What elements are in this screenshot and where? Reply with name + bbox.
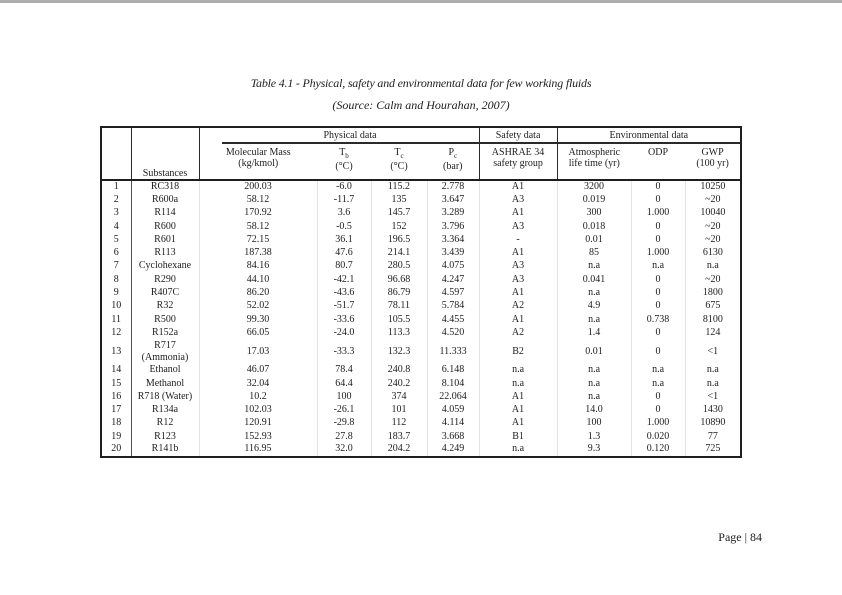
critical-pressure: 4.075 [427, 260, 479, 273]
table-row [101, 300, 741, 313]
table-row [101, 273, 741, 286]
table-row [101, 207, 741, 220]
critical-temperature: 132.3 [371, 340, 427, 364]
molecular-mass: 86.20 [199, 286, 317, 299]
critical-temperature: 183.7 [371, 430, 427, 443]
gwp: 10250 [685, 180, 741, 193]
molecular-mass: 46.07 [199, 364, 317, 377]
substance-name: R114 [131, 207, 199, 220]
table-row [101, 403, 741, 416]
row-number: 2 [113, 193, 119, 205]
boiling-temperature: 3.6 [317, 207, 371, 220]
atmospheric-lifetime: n.a [557, 313, 631, 326]
critical-pressure: 6.148 [427, 364, 479, 377]
critical-pressure: 3.668 [427, 430, 479, 443]
gwp: <1 [685, 390, 741, 403]
gwp: ~20 [685, 273, 741, 286]
table-title: Table 4.1 - Physical, safety and environmental data for few working fluids [250, 76, 592, 90]
ashrae-safety-group: A1 [479, 180, 557, 193]
critical-temperature: 204.2 [371, 443, 427, 456]
molecular-mass: 170.92 [199, 207, 317, 220]
table-row [101, 443, 741, 456]
molecular-mass: 152.93 [199, 430, 317, 443]
row-number: 8 [113, 273, 119, 285]
molecular-mass: 72.15 [199, 233, 317, 246]
ashrae-safety-group: B2 [479, 340, 557, 364]
critical-temperature: 152 [371, 220, 427, 233]
critical-pressure: 8.104 [427, 377, 479, 390]
table-row [101, 390, 741, 403]
gwp: 124 [685, 326, 741, 339]
critical-pressure: 4.455 [427, 313, 479, 326]
odp: 0 [631, 193, 685, 206]
table-row [101, 377, 741, 390]
odp: n.a [631, 260, 685, 273]
molecular-mass: 120.91 [199, 417, 317, 430]
substance-name: R134a [131, 403, 199, 416]
atmospheric-lifetime: n.a [557, 390, 631, 403]
gwp: n.a [685, 260, 741, 273]
critical-pressure: 22.064 [427, 390, 479, 403]
critical-temperature: 101 [371, 403, 427, 416]
boiling-temperature: -11.7 [317, 193, 371, 206]
atmospheric-lifetime: 100 [557, 417, 631, 430]
table-row [101, 286, 741, 299]
boiling-temperature: -24.0 [317, 326, 371, 339]
critical-pressure: 4.597 [427, 286, 479, 299]
ashrae-safety-group: A1 [479, 286, 557, 299]
critical-pressure: 3.796 [427, 220, 479, 233]
ashrae-safety-group: A1 [479, 207, 557, 220]
gwp: 8100 [685, 313, 741, 326]
gwp: 77 [685, 430, 741, 443]
odp: 1.000 [631, 207, 685, 220]
gwp: 725 [685, 443, 741, 456]
substance-name: R500 [131, 313, 199, 326]
column-header-ashrae-safety-group: ASHRAE 34 safety group [479, 144, 557, 180]
critical-pressure: 3.364 [427, 233, 479, 246]
row-number: 16 [111, 390, 122, 402]
atmospheric-lifetime: 300 [557, 207, 631, 220]
substance-name: R600a [131, 193, 199, 206]
gwp: ~20 [685, 193, 741, 206]
critical-pressure: 2.778 [427, 180, 479, 193]
table-row [101, 220, 741, 233]
page-number: Page | 84 [718, 530, 762, 544]
gwp: 10890 [685, 417, 741, 430]
ashrae-safety-group: A3 [479, 220, 557, 233]
row-number: 19 [111, 430, 122, 442]
substance-name: R290 [131, 273, 199, 286]
molecular-mass: 102.03 [199, 403, 317, 416]
odp: 0 [631, 220, 685, 233]
column-header-substances: Substances [131, 127, 199, 180]
ashrae-safety-group: A3 [479, 193, 557, 206]
odp: 0 [631, 390, 685, 403]
table-header [101, 127, 741, 180]
molecular-mass: 58.12 [199, 193, 317, 206]
gwp: 1800 [685, 286, 741, 299]
molecular-mass: 10.2 [199, 390, 317, 403]
gwp: 10040 [685, 207, 741, 220]
column-header-molecular-mass: Molecular Mass (kg/kmol) [199, 144, 317, 180]
ashrae-safety-group: A1 [479, 246, 557, 259]
critical-temperature: 240.2 [371, 377, 427, 390]
critical-pressure: 4.249 [427, 443, 479, 456]
row-number: 11 [111, 313, 122, 325]
critical-pressure: 11.333 [427, 340, 479, 364]
critical-pressure: 3.647 [427, 193, 479, 206]
boiling-temperature: -0.5 [317, 220, 371, 233]
table-row [101, 340, 741, 364]
substance-name: R601 [131, 233, 199, 246]
column-header-boiling-temperature: $T_b$ (°C) [317, 144, 371, 180]
column-header-atmospheric-lifetime: Atmospheric life time (yr) [557, 144, 631, 180]
critical-temperature: 196.5 [371, 233, 427, 246]
gwp: ~20 [685, 220, 741, 233]
working-fluids-table [100, 126, 742, 458]
boiling-temperature: -26.1 [317, 403, 371, 416]
group-header-environmental-data: Environmental data [557, 127, 741, 144]
critical-temperature: 115.2 [371, 180, 427, 193]
table-source: (Source: Calm and Hourahan, 2007) [332, 98, 510, 112]
table-row [101, 430, 741, 443]
ashrae-safety-group: B1 [479, 430, 557, 443]
boiling-temperature: 100 [317, 390, 371, 403]
table-body [101, 180, 741, 457]
ashrae-safety-group: A3 [479, 260, 557, 273]
ashrae-safety-group: A1 [479, 417, 557, 430]
boiling-temperature: 27.8 [317, 430, 371, 443]
row-number: 9 [113, 287, 119, 299]
critical-pressure: 4.114 [427, 417, 479, 430]
critical-temperature: 78.11 [371, 300, 427, 313]
odp: 0 [631, 180, 685, 193]
ashrae-safety-group: A2 [479, 326, 557, 339]
molecular-mass: 52.02 [199, 300, 317, 313]
odp: 0 [631, 300, 685, 313]
substance-name: R152a [131, 326, 199, 339]
atmospheric-lifetime: 0.018 [557, 220, 631, 233]
atmospheric-lifetime: 85 [557, 246, 631, 259]
row-number: 7 [113, 260, 119, 272]
critical-pressure: 3.289 [427, 207, 479, 220]
ashrae-safety-group: n.a [479, 364, 557, 377]
atmospheric-lifetime: 0.041 [557, 273, 631, 286]
boiling-temperature: 36.1 [317, 233, 371, 246]
critical-temperature: 214.1 [371, 246, 427, 259]
row-number: 1 [113, 181, 119, 193]
atmospheric-lifetime: n.a [557, 260, 631, 273]
critical-pressure: 4.059 [427, 403, 479, 416]
boiling-temperature: -43.6 [317, 286, 371, 299]
odp: 1.000 [631, 417, 685, 430]
boiling-temperature: 80.7 [317, 260, 371, 273]
group-header-physical-data: Physical data [199, 127, 479, 144]
column-header-odp: ODP [631, 144, 685, 180]
table-row [101, 417, 741, 430]
critical-pressure: 4.520 [427, 326, 479, 339]
odp: n.a [631, 364, 685, 377]
row-number: 13 [111, 345, 122, 357]
substance-name: R123 [131, 430, 199, 443]
atmospheric-lifetime: n.a [557, 286, 631, 299]
odp: 0.020 [631, 430, 685, 443]
gwp: 675 [685, 300, 741, 313]
atmospheric-lifetime: 3200 [557, 180, 631, 193]
table-row [101, 364, 741, 377]
substance-name: R141b [131, 443, 199, 456]
substance-name: R717 (Ammonia) [131, 340, 199, 364]
odp: 0 [631, 286, 685, 299]
critical-pressure: 4.247 [427, 273, 479, 286]
column-header-critical-temperature: $T_c$ (°C) [371, 144, 427, 180]
boiling-temperature: -33.3 [317, 340, 371, 364]
atmospheric-lifetime: 14.0 [557, 403, 631, 416]
row-number: 10 [111, 300, 122, 312]
substance-name: Methanol [131, 377, 199, 390]
critical-temperature: 96.68 [371, 273, 427, 286]
column-header-critical-pressure: $P_c$ (bar) [427, 144, 479, 180]
row-number: 18 [111, 417, 122, 429]
molecular-mass: 99.30 [199, 313, 317, 326]
critical-temperature: 135 [371, 193, 427, 206]
table-row [101, 313, 741, 326]
boiling-temperature: -29.8 [317, 417, 371, 430]
atmospheric-lifetime: 0.01 [557, 340, 631, 364]
boiling-temperature: 78.4 [317, 364, 371, 377]
odp: 0 [631, 403, 685, 416]
ashrae-safety-group: n.a [479, 443, 557, 456]
odp: 0.120 [631, 443, 685, 456]
odp: 0 [631, 273, 685, 286]
odp: 0 [631, 326, 685, 339]
table-row [101, 326, 741, 339]
atmospheric-lifetime: 1.4 [557, 326, 631, 339]
boiling-temperature: -51.7 [317, 300, 371, 313]
critical-temperature: 280.5 [371, 260, 427, 273]
substance-name: R12 [131, 417, 199, 430]
gwp: 1430 [685, 403, 741, 416]
row-number: 17 [111, 404, 122, 416]
molecular-mass: 116.95 [199, 443, 317, 456]
table-row [101, 233, 741, 246]
boiling-temperature: -42.1 [317, 273, 371, 286]
ashrae-safety-group: A1 [479, 403, 557, 416]
atmospheric-lifetime: 0.019 [557, 193, 631, 206]
ashrae-safety-group: n.a [479, 377, 557, 390]
boiling-temperature: 32.0 [317, 443, 371, 456]
row-number: 15 [111, 377, 122, 389]
ashrae-safety-group: - [479, 233, 557, 246]
odp: 0.738 [631, 313, 685, 326]
substance-name: R407C [131, 286, 199, 299]
row-number: 12 [111, 326, 122, 338]
boiling-temperature: -33.6 [317, 313, 371, 326]
atmospheric-lifetime: n.a [557, 364, 631, 377]
gwp: n.a [685, 377, 741, 390]
odp: 0 [631, 233, 685, 246]
ashrae-safety-group: A3 [479, 273, 557, 286]
odp: n.a [631, 377, 685, 390]
molecular-mass: 32.04 [199, 377, 317, 390]
atmospheric-lifetime: 9.3 [557, 443, 631, 456]
molecular-mass: 200.03 [199, 180, 317, 193]
boiling-temperature: 47.6 [317, 246, 371, 259]
molecular-mass: 44.10 [199, 273, 317, 286]
row-number: 6 [113, 247, 119, 259]
gwp: <1 [685, 340, 741, 364]
molecular-mass: 58.12 [199, 220, 317, 233]
molecular-mass: 17.03 [199, 340, 317, 364]
table-row [101, 180, 741, 193]
ashrae-safety-group: A1 [479, 313, 557, 326]
boiling-temperature: 64.4 [317, 377, 371, 390]
row-number: 3 [113, 207, 119, 219]
row-number: 20 [111, 443, 122, 455]
ashrae-safety-group: A1 [479, 390, 557, 403]
column-header-gwp: GWP (100 yr) [685, 144, 741, 180]
critical-temperature: 240.8 [371, 364, 427, 377]
gwp: n.a [685, 364, 741, 377]
critical-pressure: 5.784 [427, 300, 479, 313]
substance-name: R718 (Water) [131, 390, 199, 403]
group-header-row [101, 127, 741, 144]
critical-temperature: 113.3 [371, 326, 427, 339]
critical-pressure: 3.439 [427, 246, 479, 259]
atmospheric-lifetime: 1.3 [557, 430, 631, 443]
row-number: 4 [113, 220, 119, 232]
gwp: 6130 [685, 246, 741, 259]
substance-name: R600 [131, 220, 199, 233]
substance-name: RC318 [131, 180, 199, 193]
atmospheric-lifetime: n.a [557, 377, 631, 390]
boiling-temperature: -6.0 [317, 180, 371, 193]
critical-temperature: 374 [371, 390, 427, 403]
substance-name: Cyclohexane [131, 260, 199, 273]
substance-name: Ethanol [131, 364, 199, 377]
table-row [101, 193, 741, 206]
molecular-mass: 66.05 [199, 326, 317, 339]
critical-temperature: 145.7 [371, 207, 427, 220]
critical-temperature: 105.5 [371, 313, 427, 326]
odp: 1.000 [631, 246, 685, 259]
gwp: ~20 [685, 233, 741, 246]
row-number-column-header [101, 127, 131, 180]
substance-name: R32 [131, 300, 199, 313]
critical-temperature: 86.79 [371, 286, 427, 299]
table-row [101, 260, 741, 273]
table-row [101, 246, 741, 259]
atmospheric-lifetime: 4.9 [557, 300, 631, 313]
substance-name: R113 [131, 246, 199, 259]
group-header-safety-data: Safety data [479, 127, 557, 144]
ashrae-safety-group: A2 [479, 300, 557, 313]
molecular-mass: 187.38 [199, 246, 317, 259]
page-top-edge [0, 0, 842, 3]
row-number: 14 [111, 364, 122, 376]
molecular-mass: 84.16 [199, 260, 317, 273]
odp: 0 [631, 340, 685, 364]
row-number: 5 [113, 233, 119, 245]
atmospheric-lifetime: 0.01 [557, 233, 631, 246]
critical-temperature: 112 [371, 417, 427, 430]
